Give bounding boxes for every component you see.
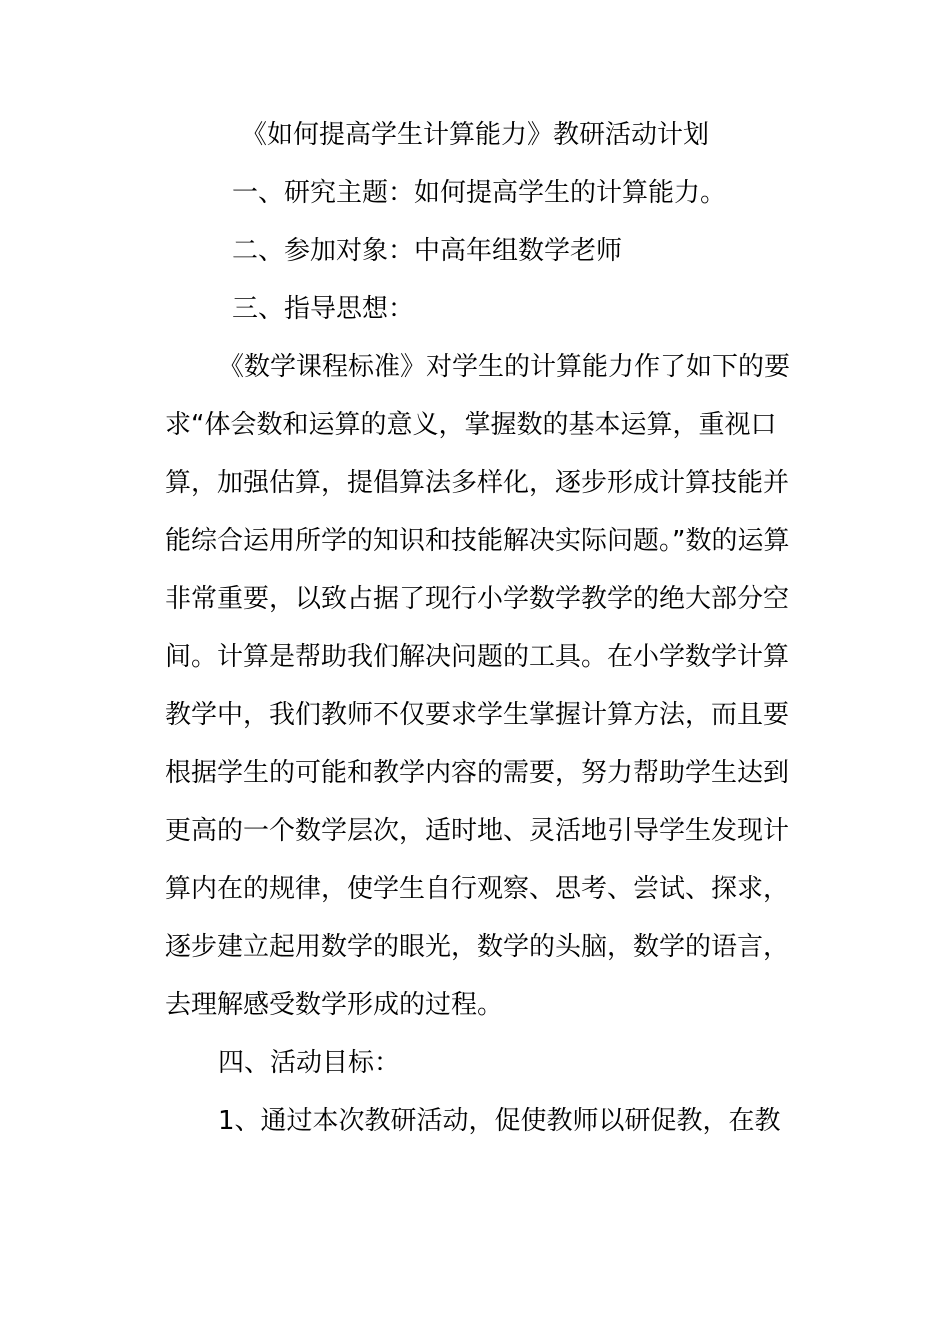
section-guiding-ideology: 三、指导思想： [232,294,415,324]
section-research-topic: 一、研究主题：如何提高学生的计算能力。 [232,178,727,208]
document-title: 《如何提高学生计算能力》教研活动计划 [240,120,709,150]
paragraph-line: 算，加强估算，提倡算法多样化，逐步形成计算技能并 [165,468,790,498]
paragraph-line: 更高的一个数学层次，适时地、灵活地引导学生发现计 [165,816,790,846]
paragraph-line: 《数学课程标准》对学生的计算能力作了如下的要 [218,352,791,382]
paragraph-line: 逐步建立起用数学的眼光，数学的头脑，数学的语言， [165,932,790,962]
paragraph-line: 间。计算是帮助我们解决问题的工具。在小学数学计算 [165,642,790,672]
paragraph-line: 算内在的规律，使学生自行观察、思考、尝试、探求， [165,874,790,904]
section-participants: 二、参加对象：中高年组数学老师 [232,236,623,266]
paragraph-line: 根据学生的可能和教学内容的需要，努力帮助学生达到 [165,758,790,788]
paragraph-line: 非常重要，以致占据了现行小学数学教学的绝大部分空 [165,584,790,614]
paragraph-line: 教学中，我们教师不仅要求学生掌握计算方法，而且要 [165,700,790,730]
section-activity-goals: 四、活动目标： [218,1048,401,1078]
paragraph-line: 去理解感受数学形成的过程。 [165,990,504,1020]
goal-item-1: 1、通过本次教研活动，促使教师以研促教，在教 [218,1106,781,1136]
paragraph-line: 求“体会数和运算的意义，掌握数的基本运算，重视口 [165,410,777,440]
paragraph-line: 能综合运用所学的知识和技能解决实际问题。”数的运算 [165,526,790,556]
